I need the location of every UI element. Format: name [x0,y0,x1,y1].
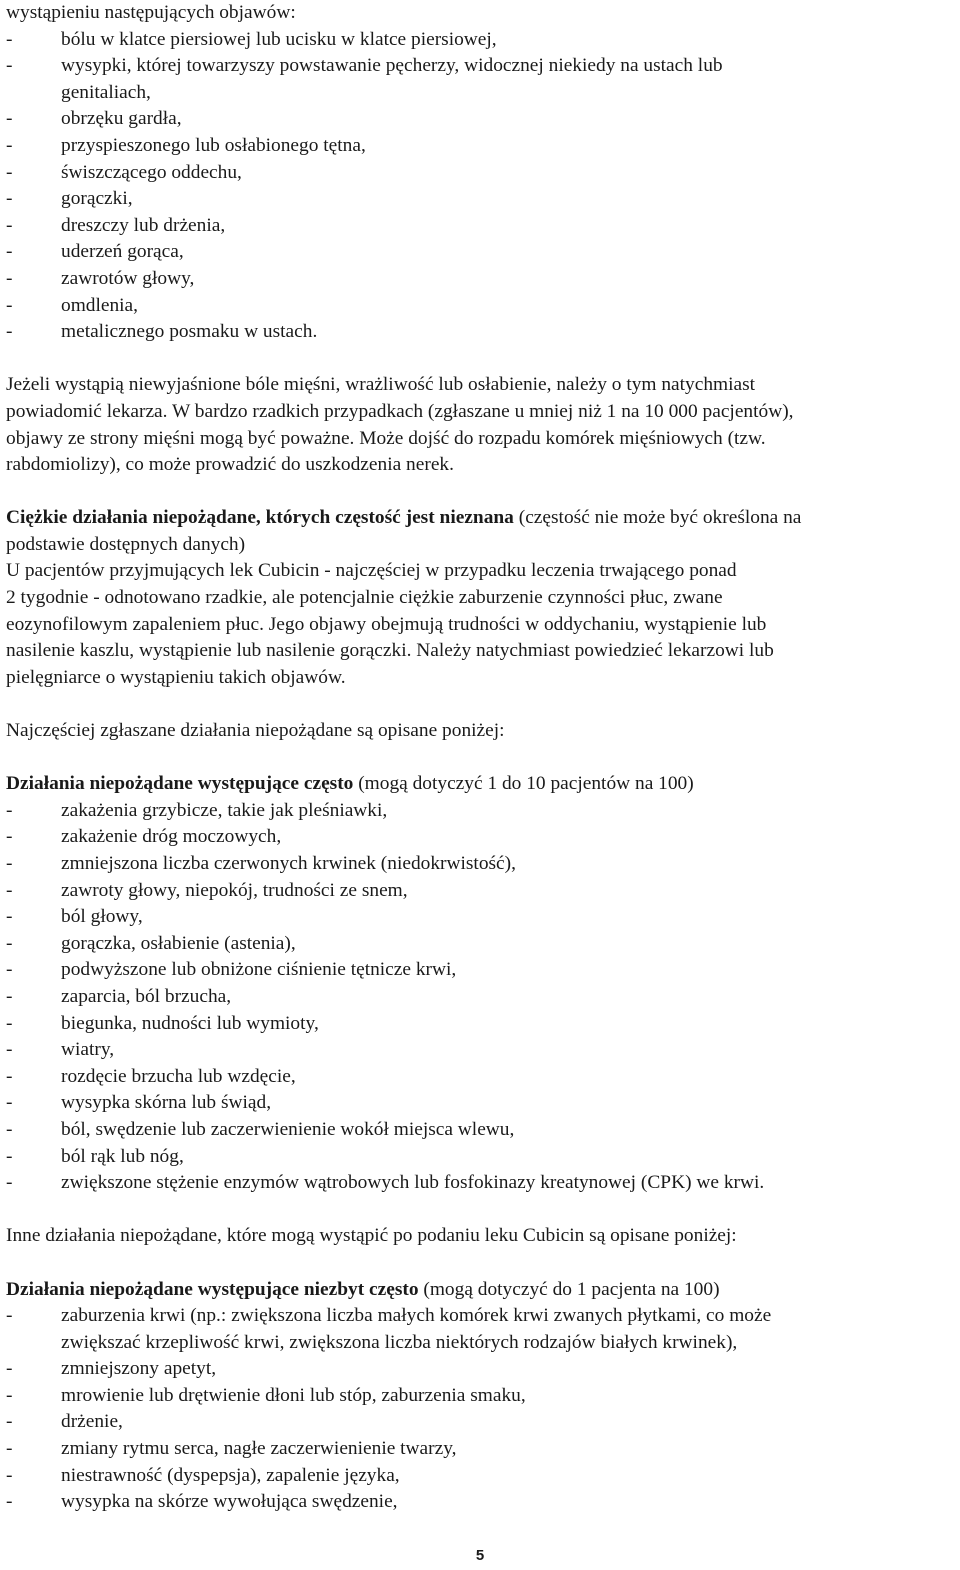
spacer [6,691,956,718]
paragraph-line: objawy ze strony mięśni mogą być poważne. Może dojść do rozpadu komórek mięśniowych (tzw. [6,427,766,449]
list-item: - zwiększone stężenie enzymów wątrobowych lub fosfokinazy kreatynowej (CPK) we krwi. [6,1172,765,1194]
list-item: - biegunka, nudności lub wymioty, [6,1012,319,1034]
spacer [6,346,956,373]
spacer [6,1197,956,1224]
list-item: - dreszczy lub drżenia, [6,214,226,236]
spacer [6,745,956,772]
paragraph-line: nasilenie kaszlu, wystąpienie lub nasilenie gorączki. Należy natychmiast powiedzieć lekarzowi lub [6,640,774,662]
list-item: - uderzeń gorąca, [6,241,184,263]
list-item: - podwyższone lub obniżone ciśnienie tętnicze krwi, [6,959,457,981]
list-item: - zawrotów głowy, [6,267,195,289]
list-item: - obrzęku gardła, [6,108,182,130]
spacer [6,479,956,506]
common-list [6,798,956,1197]
list-item: - bólu w klatce piersiowej lub ucisku w klatce piersiowej, [6,28,497,50]
list-item: - wiatry, [6,1039,115,1061]
list-item: - świszczącego oddechu, [6,161,242,183]
list-item: - zakażenia grzybicze, takie jak pleśniawki, [6,799,388,821]
serious-heading-line2: podstawie dostępnych danych) [6,533,246,555]
list-item: - zaburzenia krwi (np.: zwiększona liczba małych komórek krwi zwanych płytkami, co może [6,1305,772,1327]
list-item: - niestrawność (dyspepsja), zapalenie języka, [6,1464,400,1486]
list-item: - gorączki, [6,188,133,210]
document-body [6,0,956,1516]
muscle-paragraph [6,372,956,478]
other-intro: Inne działania niepożądane, które mogą wystąpić po podaniu leku Cubicin są opisane poniżej: [6,1225,737,1247]
list-item: - drżenie, [6,1411,123,1433]
serious-section [6,505,956,691]
serious-heading: Ciężkie działania niepożądane, których częstość jest nieznana (częstość nie może być określona na [6,507,802,529]
list-item-continuation: zwiększać krzepliwość krwi, zwiększona liczba niektórych rodzajów białych krwinek), [61,1331,738,1353]
list-item: - wysypki, której towarzyszy powstawanie pęcherzy, widocznej niekiedy na ustach lub [6,55,723,77]
list-item: - zmniejszony apetyt, [6,1358,217,1380]
paragraph-line: Jeżeli wystąpią niewyjaśnione bóle mięśni, wrażliwość lub osłabienie, należy o tym natychmiast [6,374,756,396]
page-number: 5 [475,1547,485,1564]
common-intro: Najczęściej zgłaszane działania niepożądane są opisane poniżej: [6,720,505,742]
uncommon-heading: Działania niepożądane występujące niezbyt często (mogą dotyczyć do 1 pacjenta na 100) [6,1278,720,1300]
list-item: - zawroty głowy, niepokój, trudności ze snem, [6,879,408,901]
list-item: - omdlenia, [6,294,139,316]
list-item: - ból głowy, [6,906,143,928]
list-item: - ból rąk lub nóg, [6,1145,184,1167]
list-item: - mrowienie lub drętwienie dłoni lub stóp, zaburzenia smaku, [6,1384,526,1406]
intro-line: wystąpieniu następujących objawów: [6,2,296,23]
list-item: - gorączka, osłabienie (astenia), [6,932,296,954]
paragraph-line: rabdomiolizy), co może prowadzić do uszkodzenia nerek. [6,454,454,476]
paragraph-line: pielęgniarce o wystąpieniu takich objawów. [6,666,346,688]
list-item: - zmniejszona liczba czerwonych krwinek (niedokrwistość), [6,853,516,874]
list-item: - rozdęcie brzucha lub wzdęcie, [6,1065,296,1087]
list-item: - wysypka skórna lub świąd, [6,1092,272,1114]
common-heading: Działania niepożądane występujące często (mogą dotyczyć 1 do 10 pacjentów na 100) [6,773,694,795]
list-item-continuation: genitaliach, [61,81,151,103]
uncommon-list [6,1303,956,1516]
list-item: - ból, swędzenie lub zaczerwienienie wokół miejsca wlewu, [6,1118,515,1140]
list-item: - zaparcia, ból brzucha, [6,985,232,1007]
paragraph-line: U pacjentów przyjmujących lek Cubicin - najczęściej w przypadku leczenia trwającego ponad [6,560,737,582]
paragraph-line: eozynofilowym zapaleniem płuc. Jego objawy obejmują trudności w oddychaniu, wystąpienie lub [6,613,767,635]
list-item: - przyspieszonego lub osłabionego tętna, [6,134,366,156]
list-item: - metalicznego posmaku w ustach. [6,321,318,343]
paragraph-line: 2 tygodnie - odnotowano rzadkie, ale potencjalnie ciężkie zaburzenie czynności płuc, zwane [6,587,723,609]
symptom-list [6,27,956,346]
list-item: - zmiany rytmu serca, nagłe zaczerwienienie twarzy, [6,1438,457,1460]
list-item: - zakażenie dróg moczowych, [6,826,282,848]
list-item: - wysypka na skórze wywołująca swędzenie, [6,1491,398,1513]
paragraph-line: powiadomić lekarza. W bardzo rzadkich przypadkach (zgłaszane u mniej niż 1 na 10 000 pacjentów), [6,400,794,422]
spacer [6,1250,956,1277]
